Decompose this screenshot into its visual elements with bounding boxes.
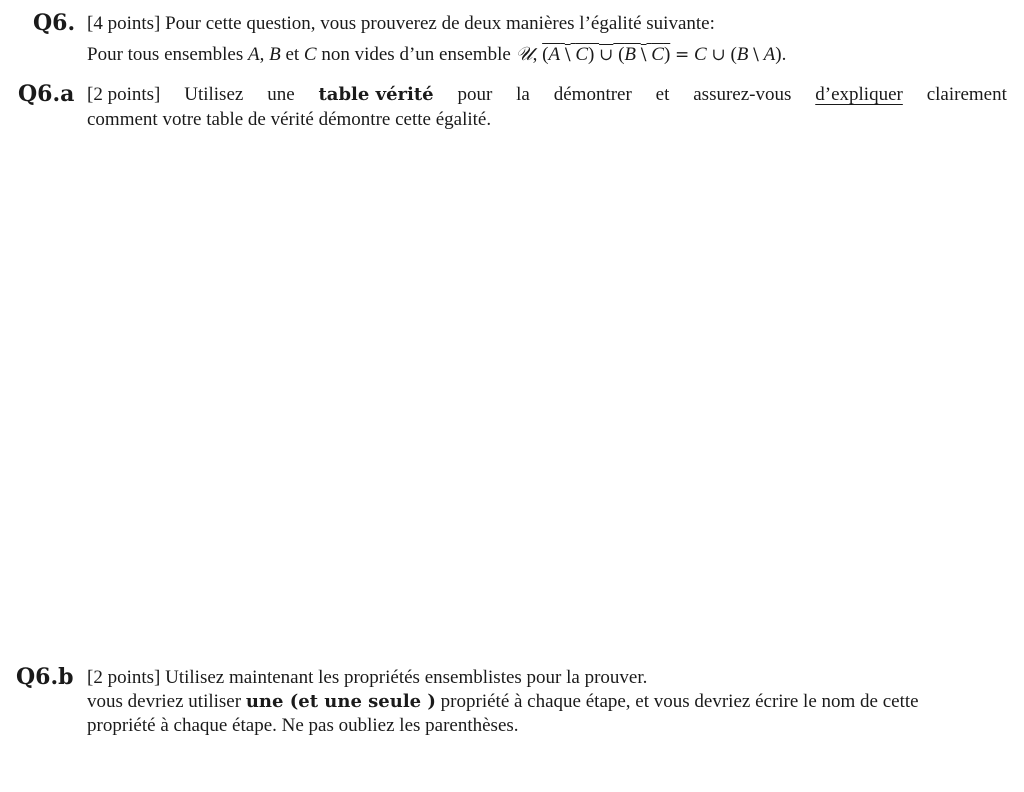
q6a-points: [2 points] [87, 84, 161, 105]
q6a-underlined-explain: d’expliquer [815, 84, 903, 105]
q6-label: Q6. [33, 10, 76, 36]
q6-statement-pre: Pour tous ensembles [87, 44, 244, 65]
q6a-line-2: comment votre table de vérité démontre cette égalité. [87, 109, 492, 130]
q6-intro-text: Pour cette question, vous prouverez de deux manières l’égalité suivante: [165, 13, 715, 34]
q6b-label: Q6.b [16, 664, 74, 690]
q6b-line-3: propriété à chaque étape. Ne pas oubliez les parenthèses. [87, 715, 519, 736]
q6-statement-line: Pour tous ensembles A, B et C non vides d’un ensemble 𝒰, (A \ C) ∪ (B \ C) = C ∪ (B \ A). [87, 43, 787, 65]
set-c: C [303, 44, 317, 65]
set-b: B [269, 44, 281, 65]
universe-set: 𝒰 [515, 43, 533, 65]
q6a-bold-truth-table: table vérité [318, 84, 434, 105]
q6a-line-1: [2 points] Utilisez une table vérité pour la démontrer et assurez-vous d’expliquer clairement [87, 84, 1007, 105]
q6b-points: [2 points] [87, 667, 161, 688]
q6-intro-line [87, 12, 715, 36]
q6b-bold-one-only: une (et une seule ) [245, 691, 436, 712]
q6b-line-1: [2 points] Utilisez maintenant les propriétés ensemblistes pour la prouver. [87, 667, 648, 688]
set-a: A [247, 44, 260, 65]
q6-points: [4 points] [87, 13, 161, 34]
set-equation: (A \ C) ∪ (B \ C) = C ∪ (B \ A). [542, 44, 787, 65]
q6-statement-mid: non vides d’un ensemble [321, 44, 511, 65]
equation-lhs-complement: (A \ C) ∪ (B \ C) [542, 44, 671, 65]
q6b-line-2: vous devriez utiliser une (et une seule ) propriété à chaque étape, et vous devriez écrire le nom de cette [87, 691, 919, 712]
q6a-label: Q6.a [18, 81, 75, 107]
